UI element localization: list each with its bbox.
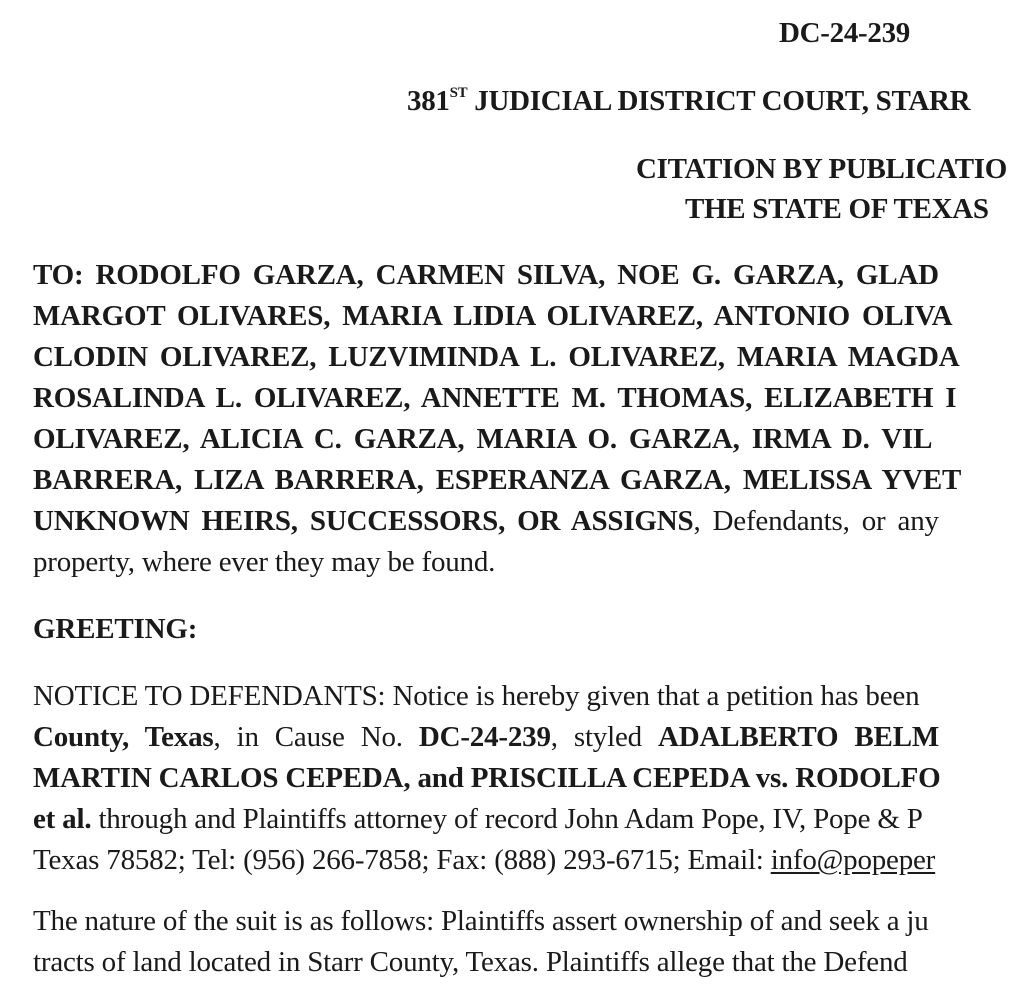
court-number: 381 <box>407 85 450 117</box>
notice-line-1: NOTICE TO DEFENDANTS: Notice is hereby given that a petition has been <box>33 680 920 712</box>
cause-number: DC-24-239 <box>418 721 551 753</box>
to-line-2: MARGOT OLIVARES, MARIA LIDIA OLIVAREZ, ANTONIO OLIVA <box>33 300 953 332</box>
email-link[interactable]: info@popeper <box>770 844 936 876</box>
cause-label: , in Cause No. <box>213 721 419 753</box>
greeting-heading: GREETING: <box>33 613 198 645</box>
to-line-3: CLODIN OLIVAREZ, LUZVIMINDA L. OLIVAREZ, MARIA MAGDA <box>33 341 960 373</box>
defendants-text: , Defendants, or any <box>693 505 939 537</box>
to-line-4: ROSALINDA L. OLIVAREZ, ANNETTE M. THOMAS, ELIZABETH I <box>33 382 957 414</box>
to-line-5: OLIVAREZ, ALICIA C. GARZA, MARIA O. GARZA, IRMA D. VIL <box>33 423 933 455</box>
court-header <box>407 84 970 118</box>
notice-line-3: MARTIN CARLOS CEPEDA, and PRISCILLA CEPEDA vs. RODOLFO <box>33 762 941 794</box>
et-al-text: et al. <box>33 803 92 835</box>
plaintiff-name: ADALBERTO BELM <box>658 721 940 753</box>
to-line-6: BARRERA, LIZA BARRERA, ESPERANZA GARZA, MELISSA YVET <box>33 464 962 496</box>
notice-line-2 <box>33 720 939 754</box>
to-line-7 <box>33 504 939 538</box>
county-text: County, Texas <box>33 721 214 753</box>
case-number-header: DC-24-239 <box>779 17 911 49</box>
nature-line-1: The nature of the suit is as follows: Plaintiffs assert ownership of and seek a ju <box>33 905 929 937</box>
state-title: THE STATE OF TEXAS <box>685 193 989 225</box>
styled-label: , styled <box>550 721 658 753</box>
contact-text: Texas 78582; Tel: (956) 266-7858; Fax: (888) 293-6715; Email: <box>33 844 771 876</box>
to-line-1: TO: RODOLFO GARZA, CARMEN SILVA, NOE G. GARZA, GLAD <box>33 259 939 291</box>
to-line-8: property, where ever they may be found. <box>33 546 496 578</box>
citation-title: CITATION BY PUBLICATIO <box>636 153 1007 185</box>
court-ordinal: ST <box>449 85 468 101</box>
nature-line-2: tracts of land located in Starr County, Texas. Plaintiffs allege that the Defend <box>33 946 908 978</box>
court-name: JUDICIAL DISTRICT COURT, STARR <box>467 85 971 117</box>
attorney-text: through and Plaintiffs attorney of record John Adam Pope, IV, Pope & P <box>91 803 923 835</box>
unknown-heirs-text: UNKNOWN HEIRS, SUCCESSORS, OR ASSIGNS <box>33 505 694 537</box>
notice-line-5 <box>33 843 935 877</box>
notice-line-4 <box>33 802 923 836</box>
